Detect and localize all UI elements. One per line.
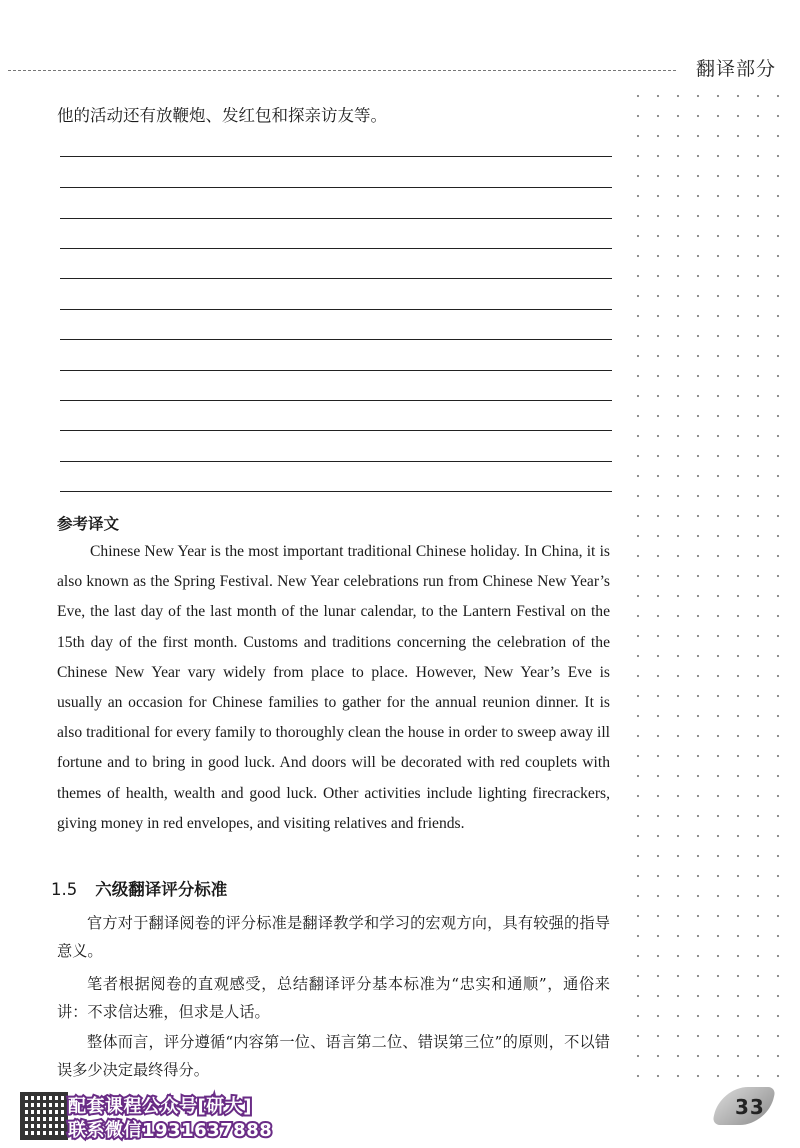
section-paragraph: 官方对于翻译阅卷的评分标准是翻译教学和学习的宏观方向，具有较强的指导意义。 bbox=[57, 914, 610, 960]
header-rule bbox=[8, 70, 676, 71]
section-heading bbox=[51, 876, 227, 900]
promo-line-account: 配套课程公众号[研大] bbox=[68, 1096, 252, 1117]
writing-line bbox=[60, 491, 612, 492]
writing-line bbox=[60, 278, 612, 279]
exercise-intro-line: 他的活动还有放鞭炮、发红包和探亲访友等。 bbox=[57, 106, 387, 125]
qr-code-icon bbox=[20, 1092, 68, 1140]
page-number: 33 bbox=[735, 1095, 765, 1119]
section-number: 1.5 bbox=[51, 880, 78, 899]
writing-line bbox=[60, 370, 612, 371]
section-paragraph: 整体而言，评分遵循“内容第一位、语言第二位、错误第三位”的原则，不以错误多少决定最终得分。 bbox=[57, 1033, 610, 1079]
writing-line bbox=[60, 339, 612, 340]
dot-grid-margin bbox=[628, 86, 788, 1086]
footer-promo-badge bbox=[20, 1092, 320, 1144]
writing-line bbox=[60, 218, 612, 219]
writing-line bbox=[60, 187, 612, 188]
writing-line bbox=[60, 309, 612, 310]
reference-translation-text: Chinese New Year is the most important traditional Chinese holiday. In China, it is also known as the Spring Festival. New Year celebrations run from Chinese New Year’s Eve, the last day of the last month of the lunar calendar, to the Lantern Festival on the 15th day of the first month. Customs and traditions concerning the celebration of the Chinese New Year vary widely from place to place. However, New Year’s Eve is usually an occasion for Chinese families to gather for the annual reunion dinner. It is also traditional for every family to thoroughly clean the house in order to sweep away ill fortune and to bring in good luck. And doors will be decorated with red couplets with themes of health, wealth and good luck. Other activities include lighting firecrackers, giving money in red envelopes, and visiting relatives and friends. bbox=[57, 543, 610, 832]
writing-line bbox=[60, 156, 612, 157]
writing-line bbox=[60, 248, 612, 249]
section-paragraph: 笔者根据阅卷的直观感受，总结翻译评分基本标准为“忠实和通顺”，通俗来讲：不求信达雅，但求是人话。 bbox=[57, 975, 610, 1021]
writing-line bbox=[60, 461, 612, 462]
reference-heading: 参考译文 bbox=[57, 515, 120, 533]
writing-line bbox=[60, 430, 612, 431]
running-header-title: 翻译部分 bbox=[696, 58, 777, 80]
writing-line bbox=[60, 400, 612, 401]
section-title: 六级翻译评分标准 bbox=[95, 880, 228, 899]
promo-line-contact: 联系微信1931637888 bbox=[68, 1120, 273, 1141]
